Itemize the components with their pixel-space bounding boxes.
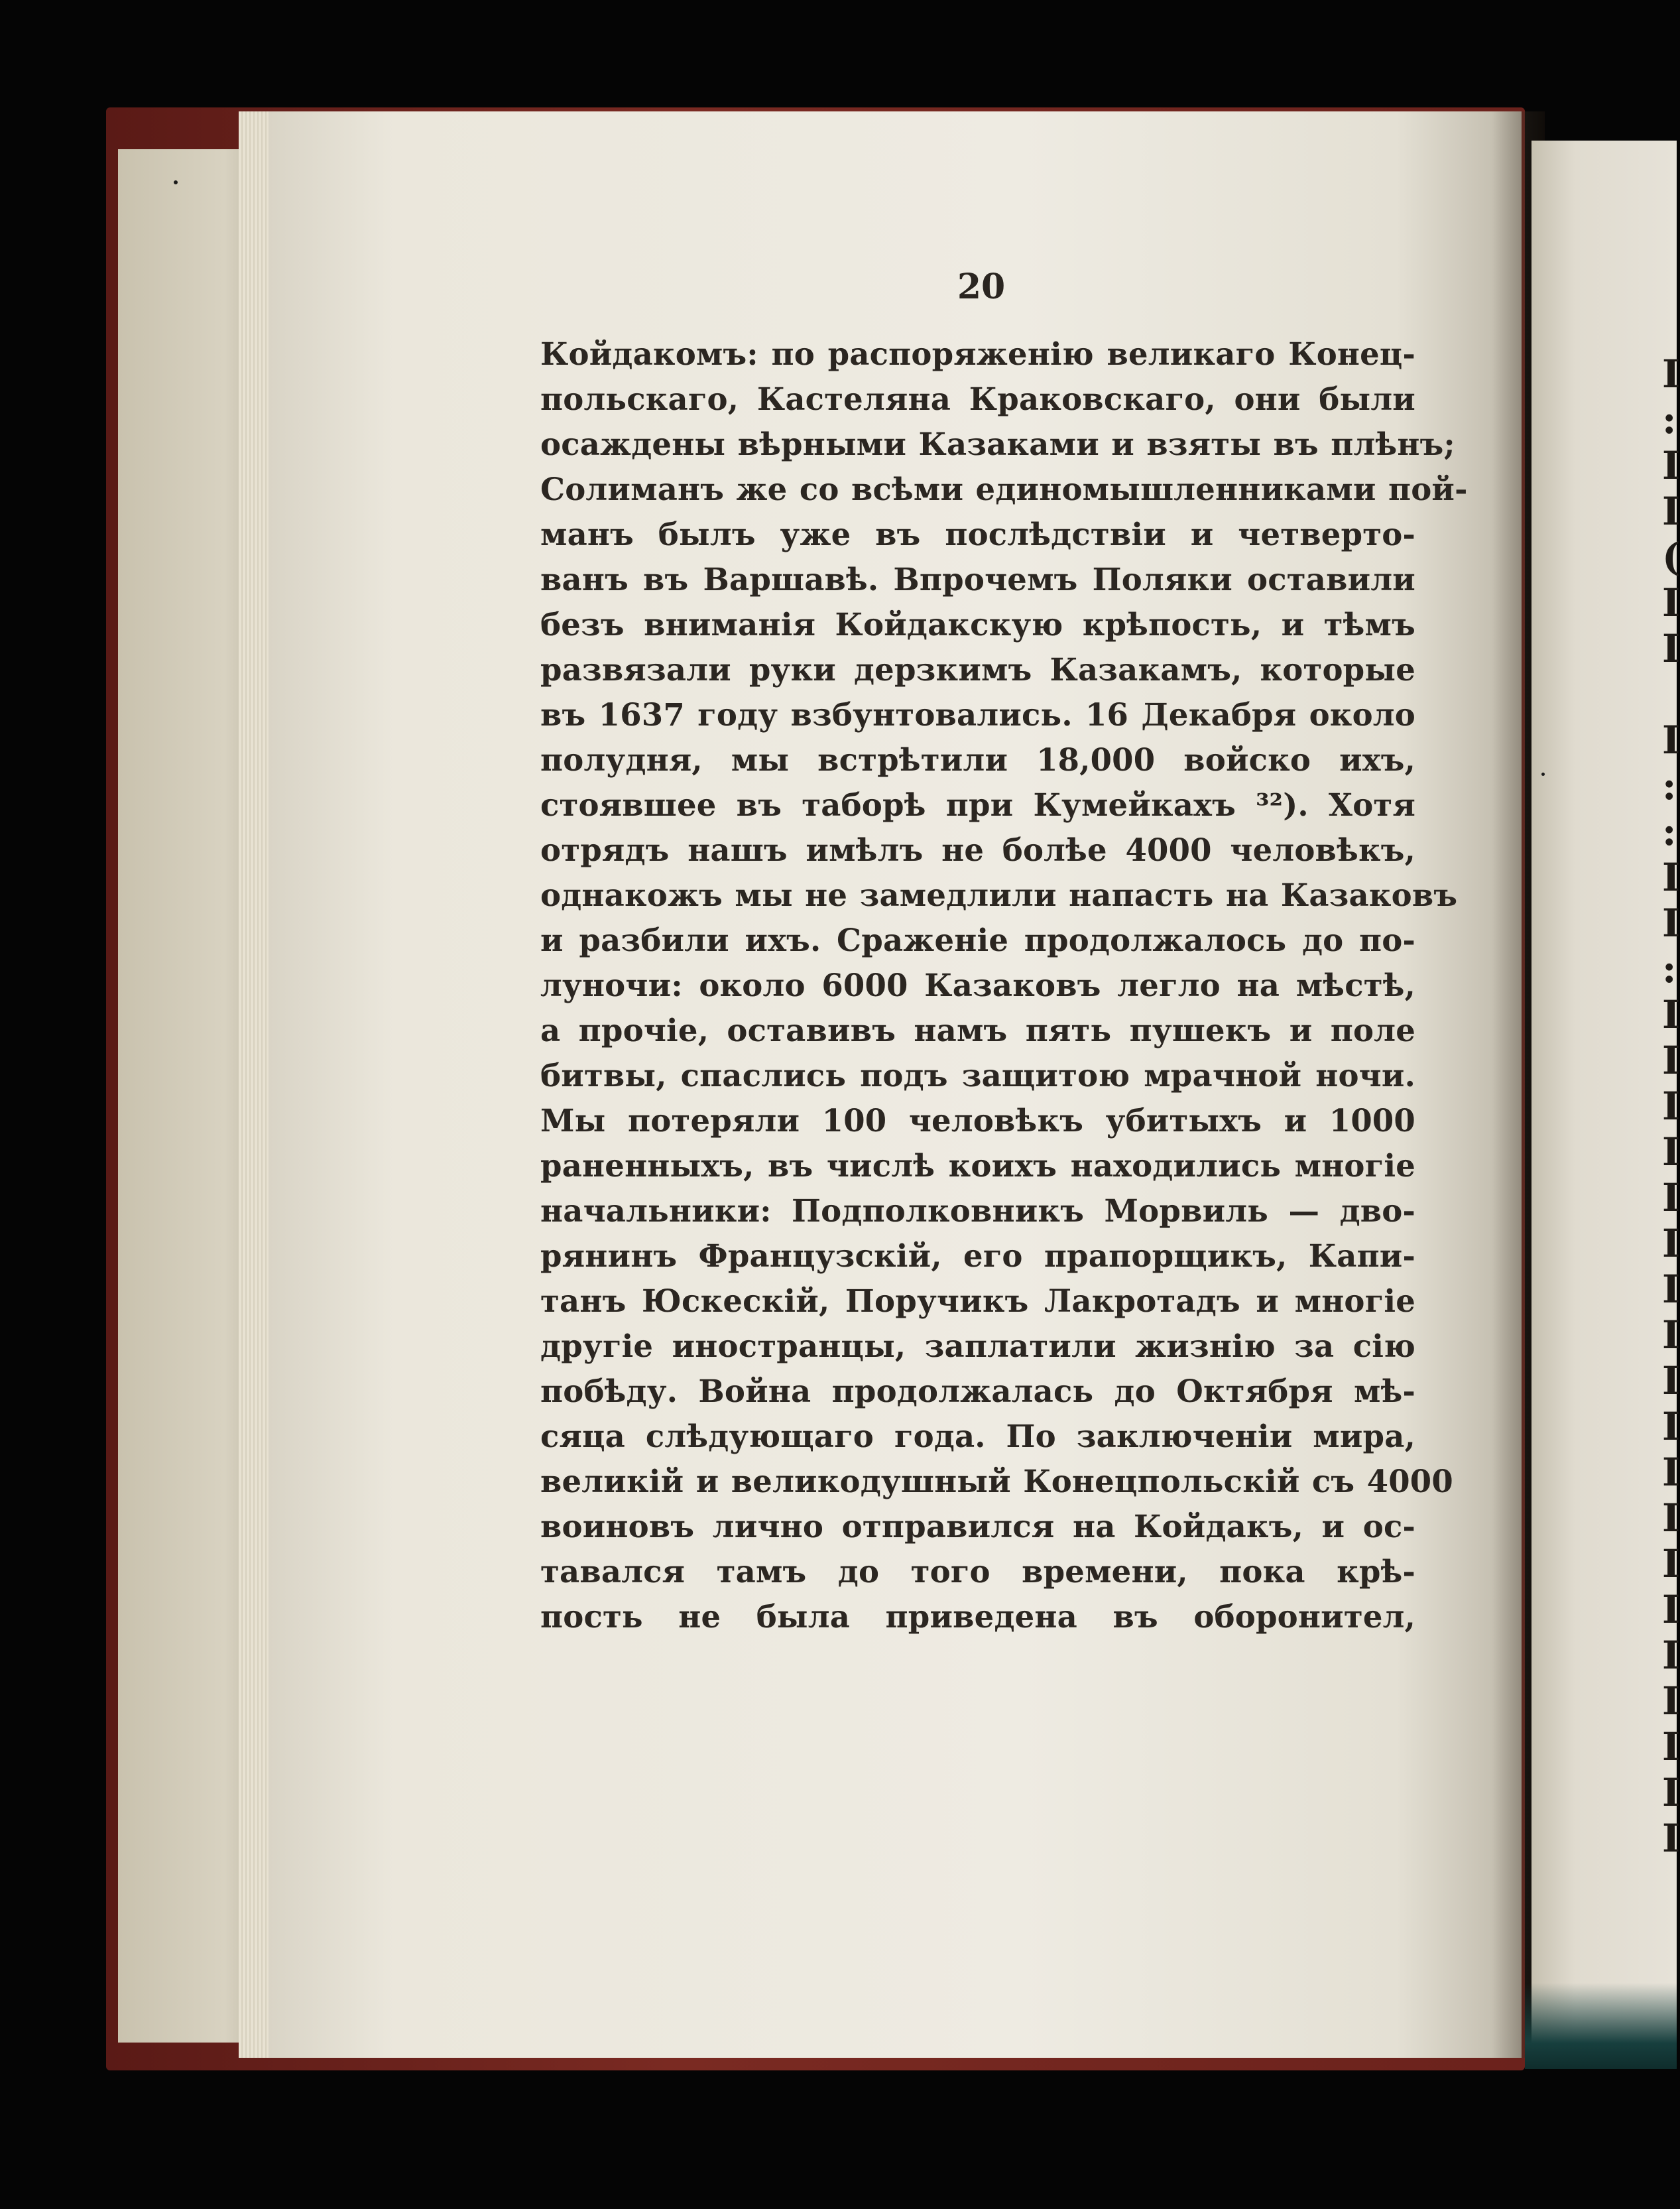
text-line: ванъ въ Варшавѣ. Впрочемъ Поляки оставили [540,561,1415,598]
edge-letter: ( [1662,535,1680,580]
text-line: и разбили ихъ. Сраженіе продолжалось до по- [540,922,1415,958]
dust-speck [1541,773,1545,776]
text-line: стоявшее въ таборѣ при Кумейкахъ ³²). Хотя [540,787,1415,823]
edge-letter [1662,672,1677,718]
edge-letter: I [1662,1450,1680,1495]
text-line: отрядъ нашъ имѣлъ не болѣе 4000 человѣкъ, [540,832,1415,868]
edge-letter: I [1662,1541,1680,1586]
edge-letter: I [1662,1404,1680,1449]
text-line: Солиманъ же со всѣми единомышленниками пой- [540,471,1468,507]
edge-letter: I [1662,1221,1680,1266]
edge-letter: I [1662,1358,1680,1403]
edge-letter: I [1662,580,1680,625]
edge-letter: I [1662,1587,1680,1632]
edge-letter: I [1662,1678,1680,1724]
text-line: воиновъ лично отправился на Койдакъ, и ос- [540,1508,1415,1545]
text-line: луночи: около 6000 Казаковъ легло на мѣстѣ, [540,967,1415,1003]
edge-letter: I [1662,1495,1680,1541]
edge-letter: I [1662,1129,1680,1174]
edge-letter: I [1662,626,1680,671]
text-line: полудня, мы встрѣтили 18,000 войско ихъ, [540,741,1415,778]
dust-speck [174,180,178,184]
text-line: начальники: Подполковникъ Морвиль — дво- [540,1192,1415,1229]
text-line: Койдакомъ: по распоряженію великаго Конец- [540,336,1415,372]
edge-letter: I [1662,489,1680,534]
edge-letter: I [1662,443,1680,488]
edge-letter: I [1662,855,1680,900]
right-page-edge-text [1662,351,1680,1862]
right-page [1531,141,1680,2051]
page-number: 20 [957,267,1006,307]
text-line: безъ вниманія Койдакскую крѣпость, и тѣмъ [540,606,1415,643]
edge-letter: I [1662,1312,1680,1357]
edge-letter: I [1662,1724,1680,1769]
text-line: рянинъ Французскій, его прапорщикъ, Капи- [540,1237,1415,1274]
text-line: танъ Юскескій, Поручикъ Лакротадъ и многіе [540,1283,1415,1319]
text-line: развязали руки дерзкимъ Казакамъ, которые [540,651,1415,688]
edge-letter: : [1662,946,1677,991]
edge-letter: I [1662,1633,1680,1678]
right-cover-edge [1525,1983,1677,2069]
text-line: другіе иностранцы, заплатили жизнію за сію [540,1328,1415,1364]
text-line: манъ былъ уже въ послѣдствіи и четверто- [540,516,1415,552]
text-line: раненныхъ, въ числѣ коихъ находились многіе [540,1147,1415,1184]
edge-letter: I [1662,901,1680,946]
edge-letter: I [1662,1816,1680,1861]
text-line: побѣду. Война продолжалась до Октября мѣ- [540,1373,1415,1409]
text-line: однакожъ мы не замедлили напасть на Казаковъ [540,877,1458,913]
text-line: битвы, спаслись подъ защитою мрачной ночи. [540,1057,1415,1094]
text-line: въ 1637 году взбунтовались. 16 Декабря около [540,696,1415,733]
text-line: осаждены вѣрными Казаками и взяты въ плѣнъ; [540,426,1455,462]
text-line: Мы потеряли 100 человѣкъ убитыхъ и 1000 [540,1102,1415,1139]
edge-letter: : [1662,763,1677,808]
edge-letter: : [1662,809,1677,854]
edge-letter: I [1662,1038,1680,1083]
text-line: пость не была приведена въ оборонител, [540,1598,1415,1635]
text-line: тавался тамъ до того времени, пока крѣ- [540,1553,1415,1590]
text-line: великій и великодушный Конецпольскій съ 4000 [540,1463,1453,1499]
text-line: польскаго, Кастеляна Краковскаго, они были [540,381,1415,417]
edge-letter: I [1662,718,1680,763]
edge-letter: I [1662,1175,1680,1220]
body-text [540,332,1468,1639]
edge-letter: I [1662,1267,1680,1312]
edge-letter: I [1662,1770,1680,1815]
edge-letter: : [1662,397,1677,442]
edge-letter: I [1662,992,1680,1037]
text-line: сяца слѣдующаго года. По заключеніи мира, [540,1418,1415,1454]
edge-letter: I [1662,1084,1680,1129]
text-line: а прочіе, оставивъ намъ пять пушекъ и поле [540,1012,1415,1048]
edge-letter: I [1662,351,1680,397]
